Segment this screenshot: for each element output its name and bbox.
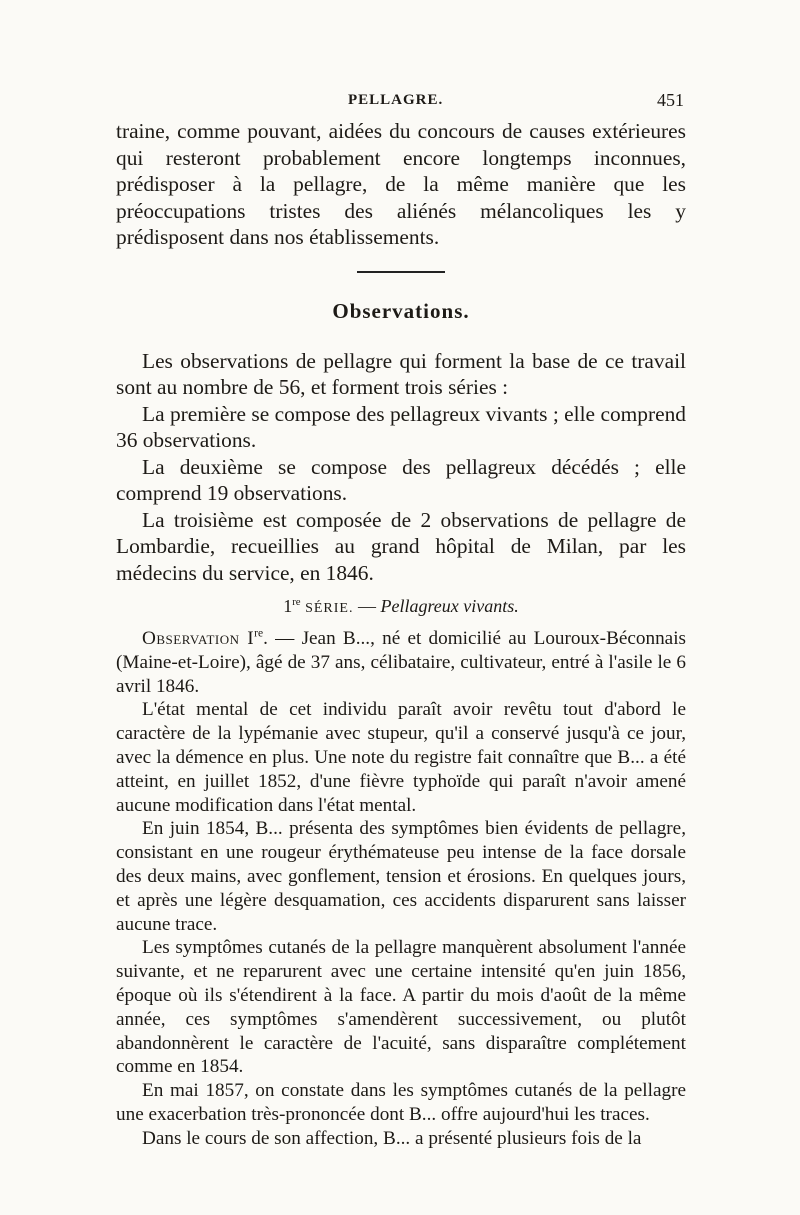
series-label: SÉRIE. xyxy=(305,601,354,616)
paragraph-intro: Les observations de pellagre qui forment la base de ce travail sont au nombre de 56, et forment trois séries : xyxy=(116,348,686,399)
page-content xyxy=(116,88,686,1151)
observation-opening-text: . — Jean B..., né et domicilié au Louroux-Béconnais (Maine-et-Loire), âgé de 37 ans, célibataire, cultivateur, entré à l'asile le 6 avril 1846. xyxy=(116,628,686,697)
series-number-sup: re xyxy=(292,596,301,608)
series-number: 1 xyxy=(283,596,293,616)
paragraph-series-3: La troisième est composée de 2 observations de pellagre de Lombardie, recueillies au grand hôpital de Milan, par les médecins du service, en 1846. xyxy=(116,507,686,585)
paragraph-series-2: La deuxième se compose des pellagreux décédés ; elle comprend 19 observations. xyxy=(116,454,686,505)
observation-paragraph-5: En mai 1857, on constate dans les symptômes cutanés de la pellagre une exacerbation très-prononcée dont B... offre aujourd'hui les traces. xyxy=(116,1080,686,1125)
observation-paragraph-4: Les symptômes cutanés de la pellagre manquèrent absolument l'année suivante, et ne reparurent avec une certaine intensité qu'en juin 1856, époque où ils s'étendirent à la face. A partir du mois d'août de la même année, ces symptômes s'amendèrent successivement, ou plutôt abandonnèrent le caractère de l'acuité, sans disparaître complétement comme en 1854. xyxy=(116,937,686,1078)
running-title: PELLAGRE. xyxy=(348,92,444,108)
observation-paragraph-2: L'état mental de cet individu paraît avoir revêtu tout d'abord le caractère de la lypémanie avec stupeur, qu'il a conservé jusqu'à ce jour, avec la démence en plus. Une note du registre fait connaître que B... a été atteint, en juillet 1852, d'une fièvre typhoïde qui paraît n'avoir amené aucune modification dans l'état mental. xyxy=(116,699,686,816)
section-divider xyxy=(357,271,445,273)
observation-paragraph-3: En juin 1854, B... présenta des symptômes bien évidents de pellagre, consistant en une rougeur érythémateuse peu intense de la face dorsale des deux mains, avec gonflement, tension et érosions. En quelques jours, et après une légère desquamation, ces accidents disparurent sans laisser aucune trace. xyxy=(116,818,686,935)
observation-label-sup: re xyxy=(254,627,264,640)
series-dash: — xyxy=(353,596,381,616)
page-number: 451 xyxy=(657,90,684,110)
observation-paragraph-6: Dans le cours de son affection, B... a présenté plusieurs fois de la xyxy=(142,1127,642,1149)
paragraph-series-1: La première se compose des pellagreux vivants ; elle comprend 36 observations. xyxy=(116,401,686,452)
series-title: Pellagreux vivants. xyxy=(380,596,519,616)
observation-opening xyxy=(116,627,686,698)
paragraph-continuation: traine, comme pouvant, aidées du concours de causes extérieures qui resteront probablement encore longtemps inconnues, prédisposer à la pellagre, de la même manière que les préoccupations tristes des aliénés mélancoliques les y prédisposent dans nos établissements. xyxy=(116,119,686,249)
section-heading: Observations. xyxy=(332,298,470,323)
series-heading xyxy=(116,596,686,617)
running-header xyxy=(116,88,686,118)
observation-label: Observation I xyxy=(142,628,255,649)
